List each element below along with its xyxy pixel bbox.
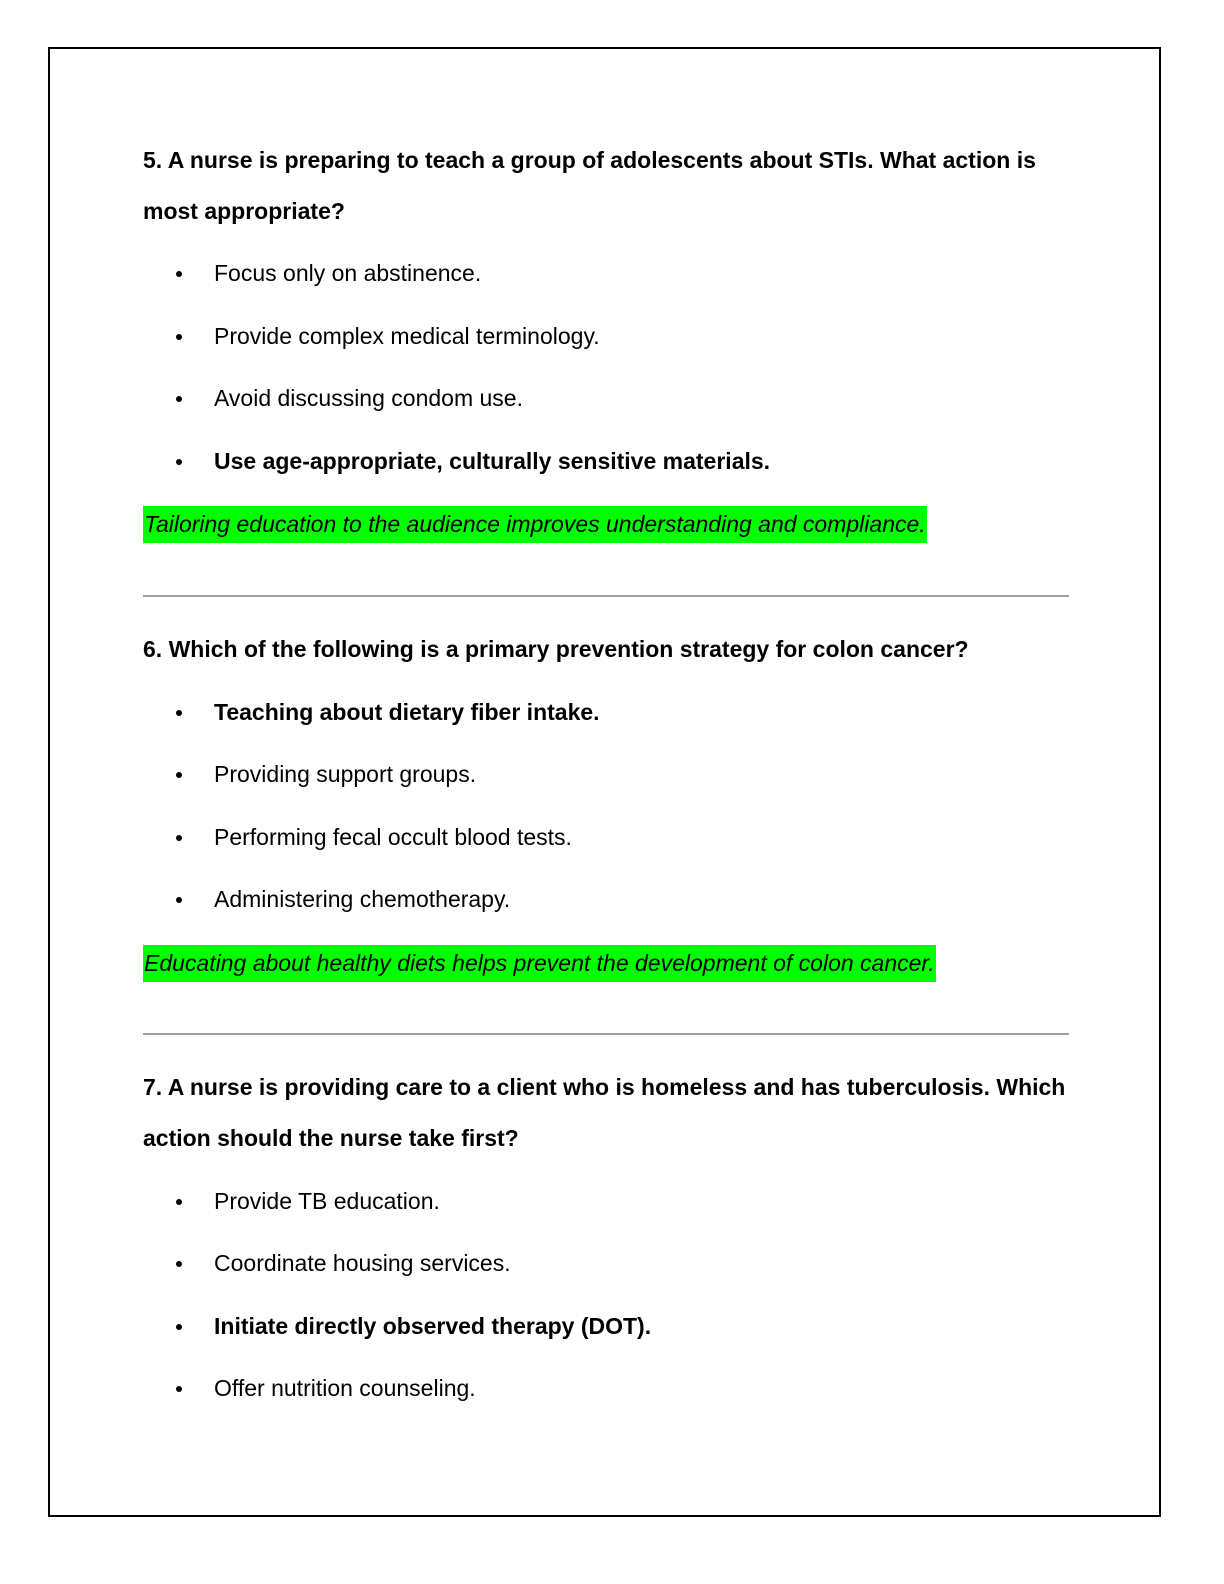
- option-text: Providing support groups.: [214, 761, 477, 787]
- bullet-icon: [176, 835, 182, 841]
- bullet-icon: [176, 334, 182, 340]
- question-7-option-4: [143, 1373, 1043, 1403]
- question-7-option-1: [143, 1186, 1043, 1216]
- question-6-prompt: 6. Which of the following is a primary prevention strategy for colon cancer?: [143, 636, 969, 662]
- bullet-icon: [176, 1199, 182, 1205]
- bullet-icon: [176, 271, 182, 277]
- question-5-option-1: [143, 258, 1043, 288]
- option-text: Coordinate housing services.: [214, 1250, 511, 1276]
- option-text: Offer nutrition counseling.: [214, 1375, 476, 1401]
- question-6-rationale: Educating about healthy diets helps prevent the development of colon cancer.: [143, 945, 936, 982]
- question-7-prompt: 7. A nurse is providing care to a client who is homeless and has tuberculosis. Which action should the nurse take first?: [143, 1074, 1066, 1151]
- option-text: Provide complex medical terminology.: [214, 323, 600, 349]
- bullet-icon: [176, 459, 182, 465]
- option-text: Provide TB education.: [214, 1188, 440, 1214]
- bullet-icon: [176, 396, 182, 402]
- question-6-option-3: [143, 822, 1043, 852]
- section-divider: [143, 595, 1069, 597]
- option-text: Initiate directly observed therapy (DOT).: [214, 1313, 652, 1339]
- question-5-rationale: Tailoring education to the audience improves understanding and compliance.: [143, 506, 927, 543]
- question-6-option-1-correct: [143, 697, 1043, 727]
- question-6-option-2: [143, 759, 1043, 789]
- option-text: Teaching about dietary fiber intake.: [214, 699, 600, 725]
- option-text: Administering chemotherapy.: [214, 886, 511, 912]
- question-5-option-4-correct: [143, 446, 1043, 476]
- option-text: Performing fecal occult blood tests.: [214, 824, 572, 850]
- question-5-option-2: [143, 321, 1043, 351]
- bullet-icon: [176, 897, 182, 903]
- bullet-icon: [176, 1324, 182, 1330]
- question-7-option-2: [143, 1248, 1043, 1278]
- option-text: Use age-appropriate, culturally sensitive materials.: [214, 448, 771, 474]
- bullet-icon: [176, 772, 182, 778]
- option-text: Focus only on abstinence.: [214, 260, 482, 286]
- question-5-prompt: 5. A nurse is preparing to teach a group of adolescents about STIs. What action is most appropriate?: [143, 147, 1036, 224]
- question-7-option-3-correct: [143, 1311, 1043, 1341]
- bullet-icon: [176, 1386, 182, 1392]
- option-text: Avoid discussing condom use.: [214, 385, 523, 411]
- section-divider: [143, 1033, 1069, 1035]
- bullet-icon: [176, 710, 182, 716]
- question-6-option-4: [143, 884, 1043, 914]
- bullet-icon: [176, 1261, 182, 1267]
- question-5-option-3: [143, 383, 1043, 413]
